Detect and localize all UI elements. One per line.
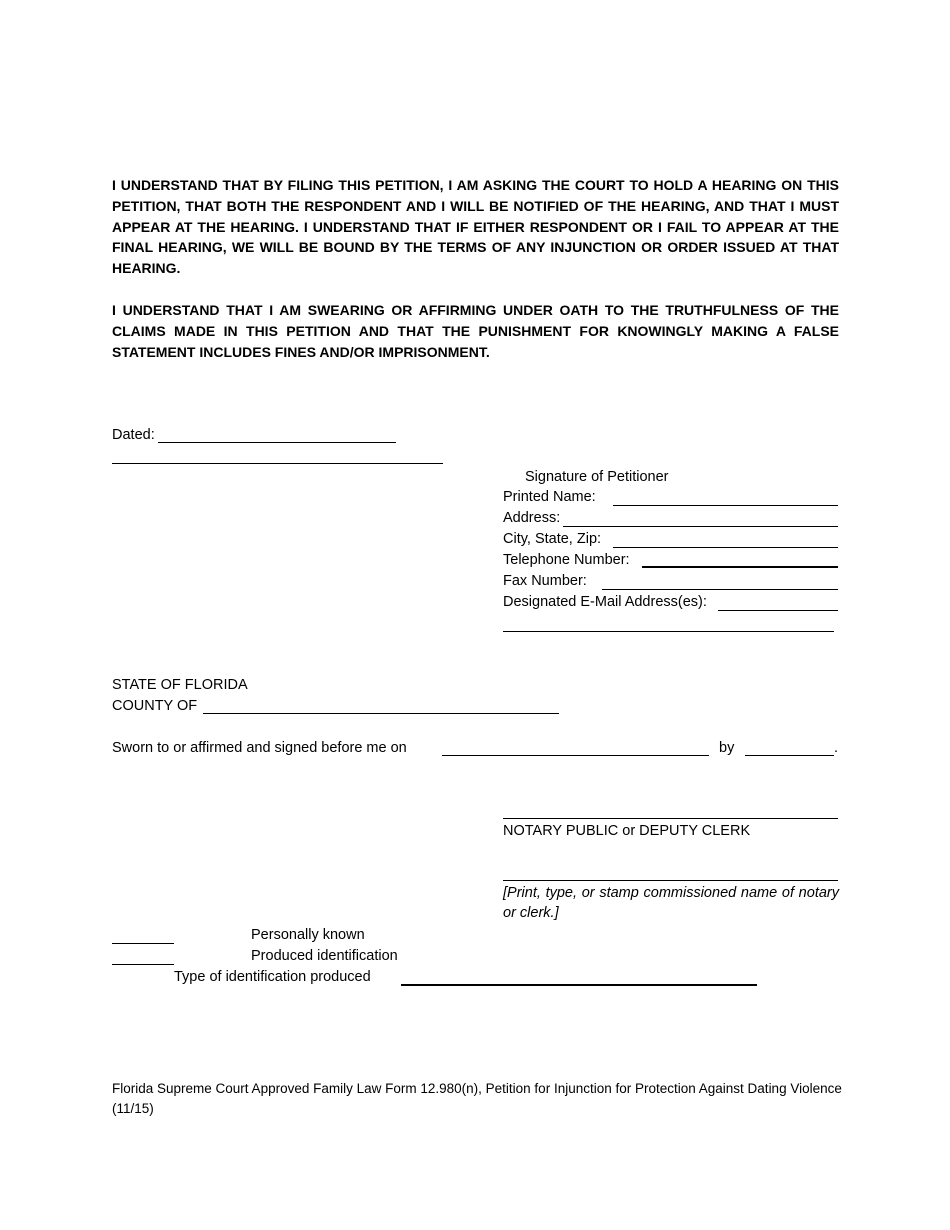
address-label: Address: (503, 510, 561, 526)
sworn-date-field[interactable] (442, 755, 709, 756)
oath-statement: I UNDERSTAND THAT I AM SWEARING OR AFFIRMING UNDER OATH TO THE TRUTHFULNESS OF THE CLAIMS MADE IN THIS PETITION AND THAT THE PUNISHMENT FOR KNOWINGLY MAKING A FALSE STATEMENT INCLUDES FINES AND/OR IMPRISONMENT. (112, 302, 839, 360)
notary-signature-line[interactable] (503, 818, 838, 819)
dated-label: Dated: (112, 427, 155, 443)
by-label: by (719, 740, 735, 756)
telephone-label: Telephone Number: (503, 552, 630, 568)
fax-label: Fax Number: (503, 573, 587, 589)
fax-field[interactable] (602, 589, 838, 590)
state-label: STATE OF FLORIDA (112, 677, 248, 693)
sworn-period: . (834, 740, 839, 756)
printed-name-field[interactable] (613, 505, 838, 506)
form-footer: Florida Supreme Court Approved Family Law Form 12.980(n), Petition for Injunction for Protection Against Dating Violence (11/15) (112, 1081, 842, 1116)
id-type-field[interactable] (401, 984, 757, 986)
printed-name-label: Printed Name: (503, 489, 596, 505)
city-state-zip-field[interactable] (613, 547, 838, 548)
signature-line[interactable] (112, 463, 443, 464)
county-label: COUNTY OF (112, 698, 198, 714)
id-type-label: Type of identification produced (174, 969, 371, 985)
email-label: Designated E-Mail Address(es): (503, 594, 707, 610)
notary-name-line[interactable] (503, 880, 838, 881)
signature-of-petitioner-label: Signature of Petitioner (525, 469, 669, 485)
hearing-statement: I UNDERSTAND THAT BY FILING THIS PETITION, I AM ASKING THE COURT TO HOLD A HEARING ON THIS PETITION, THAT BOTH THE RESPONDENT AND I WILL BE NOTIFIED OF THE HEARING, AND THAT I MUST APPEAR AT THE HEARING. I UNDERSTAND THAT IF EITHER RESPONDENT OR I FAIL TO APPEAR AT THE FINAL HEARING, WE WILL BE BOUND BY THE TERMS OF ANY INJUNCTION OR ORDER ISSUED AT THAT HEARING. (112, 177, 839, 277)
sworn-label: Sworn to or affirmed and signed before me on (112, 740, 407, 756)
email-field-continued[interactable] (503, 631, 834, 632)
address-field[interactable] (563, 526, 838, 527)
county-field[interactable] (203, 713, 559, 714)
notary-print-instruction: [Print, type, or stamp commissioned name of notary or clerk.] (503, 885, 839, 921)
dated-field[interactable] (158, 442, 396, 443)
personally-known-label: Personally known (251, 927, 365, 943)
personally-known-field[interactable] (112, 943, 174, 944)
city-state-zip-label: City, State, Zip: (503, 531, 602, 547)
telephone-field[interactable] (642, 566, 838, 568)
produced-id-field[interactable] (112, 964, 174, 965)
produced-id-label: Produced identification (251, 948, 398, 964)
notary-title: NOTARY PUBLIC or DEPUTY CLERK (503, 823, 751, 839)
email-field[interactable] (718, 610, 838, 611)
sworn-by-field[interactable] (745, 755, 834, 756)
